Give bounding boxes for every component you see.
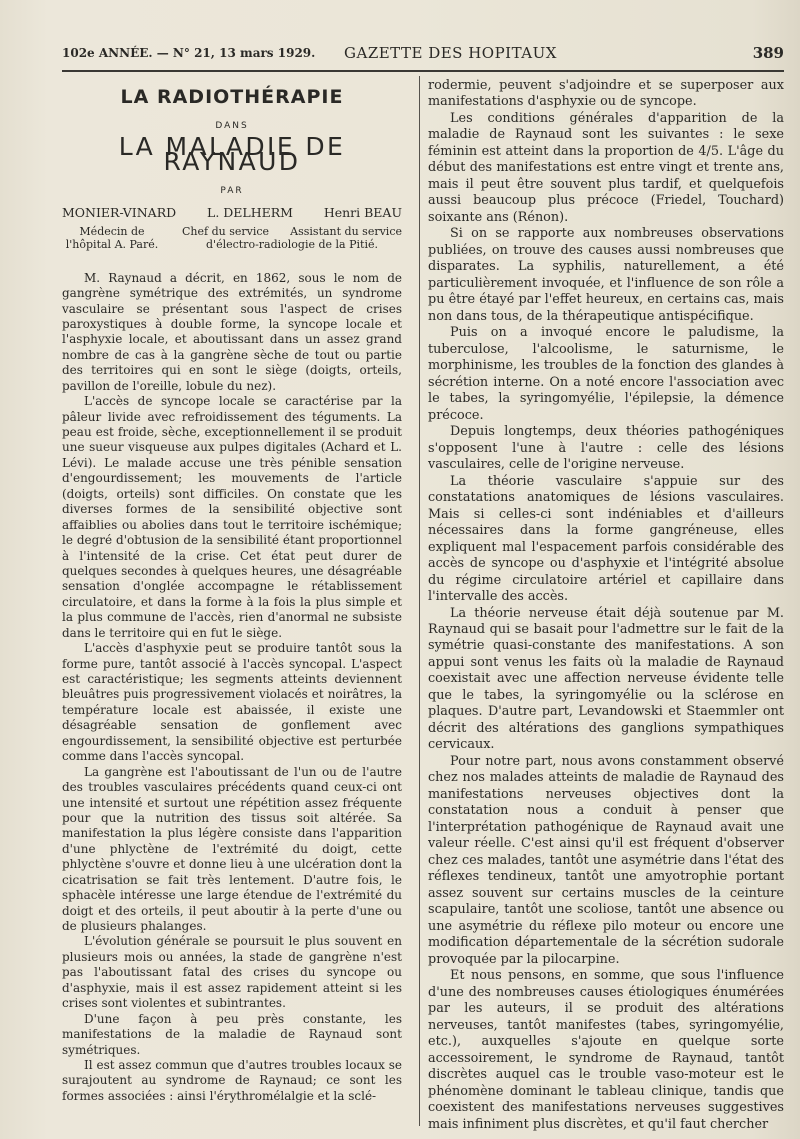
paragraph: Pour notre part, nous avons constamment observé chez nos malades atteints de maladie de Raynaud des manifestations nerveuses objectives dont la constatation nous a conduit à penser que l'interprétation pathogénique de Raynaud avait une valeur réelle. C'est ainsi qu'il est fréquent d'observer chez ces malades, tantôt une asymétrie dans l'état des réflexes tendineux, tantôt une amyotrophie portant assez souvent sur certains muscles de la ceinture scapulaire, tantôt une scoliose, tantôt une absence ou une asymétrie du réflexe pilo moteur ou encore une modification départementale de la sécrétion sudorale provoquée par la pilocarpine. xyxy=(428,753,784,967)
paragraph: D'une façon à peu près constante, les manifestations de la maladie de Raynaud sont symétriques. xyxy=(62,1011,402,1057)
paragraph: Les conditions générales d'apparition de la maladie de Raynaud sont les suivantes : le sexe féminin est atteint dans la proportion de 4/5. L'âge du début des manifestations est entre vingt et trente ans, mais il peut être souvent plus tardif, et quelquefois aussi beaucoup plus précoce (Friedel, Touchard) soixante ans (Rénon). xyxy=(428,110,784,225)
right-column xyxy=(428,78,784,1133)
page-number: 389 xyxy=(752,44,784,62)
paragraph: Depuis longtemps, deux théories pathogéniques s'opposent l'une à l'autre : celle des lésions vasculaires, celle de l'origine nerveuse. xyxy=(428,424,784,473)
paragraph: La théorie nerveuse était déjà soutenue par M. Raynaud qui se basait pour l'admettre sur le fait de la symétrie quasi-constante des manifestations. A son appui sont venus les faits où la maladie de Raynaud coexistait avec une affection nerveuse évidente telle que le tabes, la syringomyélie ou la sclérose en plaques. D'autre part, Levandowski et Staemmler ont décrit des altérations des ganglions sympathiques cervicaux. xyxy=(428,605,784,753)
paragraph: L'accès de syncope locale se caractérise par la pâleur livide avec refroidissement des téguments. La peau est froide, sèche, exceptionnellement il se produit une sueur visqueuse aux pulpes digitales (Achard et L. Lévi). Le malade accuse une très pénible sensation d'engourdissement; les mouvements de l'article (doigts, orteils) sont difficiles. On constate que les diverses formes de la sensibilité objective sont affaiblies ou abolies dans tout le territoire ischémique; le degré d'obtusion de la sensibilité étant proportionnel à l'intensité de la crise. Cet état peut durer de quelques secondes à quelques heures, une désagréable sensation d'onglée accompagne le rétablissement circulatoire, et dans la forme à la fois la plus simple et la plus commune de l'accès, rien d'anormal ne subsiste dans le territoire qui en fut le siège. xyxy=(62,394,402,640)
role-2: Chef du service xyxy=(182,224,270,238)
author-1: MONIER-VINARD xyxy=(62,205,177,221)
paragraph: M. Raynaud a décrit, en 1862, sous le nom de gangrène symétrique des extrémités, un syndrome vasculaire se présentant sous l'aspect de crises paroxystiques à double forme, la syncope locale et l'asphyxie locale, et aboutissant dans un assez grand nombre de cas à la gangrène sèche de tout ou partie des territoires qui en sont le siège (doigts, orteils, pavillon de l'oreille, lobule du nez). xyxy=(62,270,402,393)
paragraph: Puis on a invoqué encore le paludisme, la tuberculose, l'alcoolisme, le saturnisme, le morphinisme, les troubles de la fonction des glandes à sécrétion interne. On a noté encore l'association avec le tabes, la syringomyélie, l'épilepsie, la démence précoce. xyxy=(428,325,784,423)
role-3: Assistant du service xyxy=(290,224,402,238)
paragraph: L'évolution générale se poursuit le plus souvent en plusieurs mois ou années, la stade de gangrène n'est pas l'aboutissant fatal des crises du syncope ou d'asphyxie, mais il est assez rapidement atteint si les crises sont violentes et subintrantes. xyxy=(62,934,402,1011)
author-3: Henri BEAU xyxy=(323,205,402,221)
byline-par: PAR xyxy=(220,185,244,196)
role-2-3 xyxy=(182,225,402,251)
author-2: L. DELHERM xyxy=(207,205,293,221)
paragraph: rodermie, peuvent s'adjoindre et se superposer aux manifestations d'asphyxie ou de syncope. xyxy=(428,78,784,110)
journal-name: GAZETTE DES HOPITAUX xyxy=(344,44,557,62)
paragraph: Et nous pensons, en somme, que sous l'influence d'une des nombreuses causes étiologiques énumérées par les auteurs, il se produit des altérations nerveuses, tantôt manifestes (tabes, syringomyélie, etc.), auxquelles s'ajoute en quelque sorte accessoirement, le syndrome de Raynaud, tantôt discrètes auquel cas le trouble vaso-moteur est le phénomène dominant le tableau clinique, tandis que coexistent des manifestations nerveuses suggestives mais infiniment plus discrètes, et qu'il faut chercher xyxy=(428,968,784,1132)
paragraph: L'accès d'asphyxie peut se produire tantôt sous la forme pure, tantôt associé à l'accès syncopal. L'aspect est caractéristique; les segments atteints deviennent bleuâtres puis progressivement violacés et noirâtres, la température locale est abaissée, il existe une désagréable sensation de gonflement avec engourdissement, la sensibilité objective est perturbée comme dans l'accès syncopal. xyxy=(62,641,402,764)
author-roles xyxy=(62,225,402,251)
paragraph: Il est assez commun que d'autres troubles locaux se surajoutent au syndrome de Raynaud; ce sont les formes associées : ainsi l'érythromélalgie et la sclé- xyxy=(62,1057,402,1103)
issue-info: 102e ANNÉE. — N° 21, 13 mars 1929. xyxy=(62,46,316,60)
header-rule xyxy=(62,70,784,72)
paragraph: Si on se rapporte aux nombreuses observations publiées, on trouve des causes aussi nombreuses que disparates. La syphilis, naturellement, a été particulièrement invoquée, et l'influence de son rôle a pu être étayé par l'effet heureux, en certains cas, mais non dans tous, de la thérapeutique antispécifique. xyxy=(428,226,784,324)
article-title-block xyxy=(62,86,402,251)
column-divider xyxy=(419,76,420,1126)
page-header xyxy=(62,44,784,66)
paragraph: La gangrène est l'aboutissant de l'un ou de l'autre des troubles vasculaires précédents quand ceux-ci ont une intensité et surtout une répétition assez fréquente pour que la nutrition des tissus soit altérée. Sa manifestation la plus légère consiste dans l'apparition d'une phlyctène de l'extrémité du doigt, cette phlyctène s'ouvre et donne lieu à une ulcération dont la cicatrisation se fait très lentement. D'autre fois, le sphacèle intéresse une large étendue de l'extrémité du doigt et des orteils, il peut aboutir à la perte d'une ou de plusieurs phalanges. xyxy=(62,764,402,933)
left-column xyxy=(62,78,402,1104)
title-connector: DANS xyxy=(215,121,249,132)
article-title-line1: LA RADIOTHÉRAPIE xyxy=(120,86,344,108)
authors xyxy=(62,205,402,220)
paragraph: La théorie vasculaire s'appuie sur des constatations anatomiques de lésions vasculaires. Mais si celles-ci sont indéniables et d'ailleurs nécessaires dans la forme gangréneuse, elles expliquent mal l'espacement parfois considérable des accès de syncope ou d'asphyxie et l'intégrité absolue du régime circulatoire artériel et capillaire dans l'intervalle des accès. xyxy=(428,473,784,605)
role-institution: d'électro-radiologie de la Pitié. xyxy=(206,237,378,251)
role-1: Médecin de l'hôpital A. Paré. xyxy=(65,224,159,251)
article-title-line2: LA MALADIE DE RAYNAUD xyxy=(118,131,346,177)
